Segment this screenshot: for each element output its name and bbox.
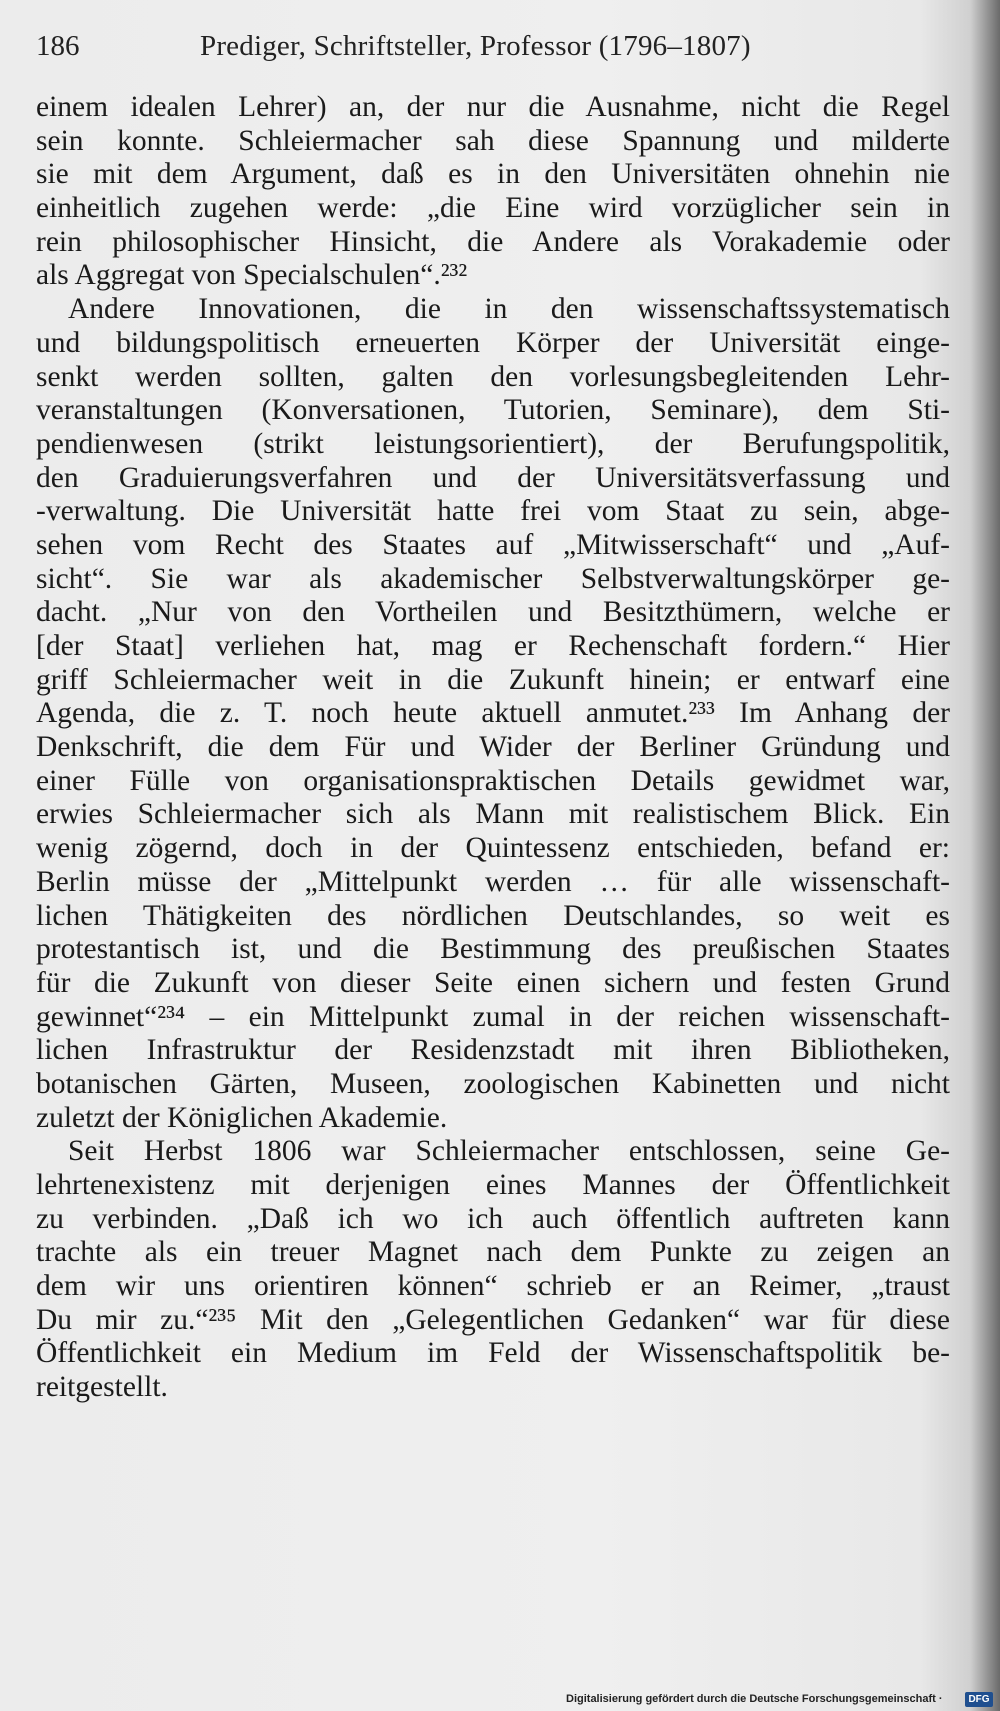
text-line: sie mit dem Argument, daß es in den Universitäten ohnehin nie xyxy=(36,158,950,191)
text-line: Berlin müsse der „Mittelpunkt werden … für alle wissenschaft- xyxy=(36,865,950,898)
text-line: und bildungspolitisch erneuerten Körper der Universität einge- xyxy=(36,326,950,359)
text-line: griff Schleiermacher weit in die Zukunft hinein; er entwarf eine xyxy=(36,663,950,696)
text-line: als Aggregat von Specialschulen“.²³² xyxy=(36,259,468,292)
text-line: sehen vom Recht des Staates auf „Mitwisserschaft“ und „Auf- xyxy=(36,528,950,561)
text-line: veranstaltungen (Konversationen, Tutorien, Seminare), dem Sti- xyxy=(36,394,950,427)
text-line: trachte als ein treuer Magnet nach dem Punkte zu zeigen an xyxy=(36,1236,950,1269)
text-line: dem wir uns orientiren können“ schrieb er an Reimer, „traust xyxy=(36,1270,950,1303)
text-line: einer Fülle von organisationspraktischen Details gewidmet war, xyxy=(36,764,950,797)
text-line: zuletzt der Königlichen Akademie. xyxy=(36,1101,448,1134)
text-line: -verwaltung. Die Universität hatte frei vom Staat zu sein, abge- xyxy=(36,495,950,528)
body-text xyxy=(36,91,950,1405)
text-line: Öffentlichkeit ein Medium im Feld der Wissenschaftspolitik be- xyxy=(36,1337,950,1370)
text-line: einem idealen Lehrer) an, der nur die Ausnahme, nicht die Regel xyxy=(36,91,950,123)
text-line: sein konnte. Schleiermacher sah diese Spannung und milderte xyxy=(36,124,950,157)
text-line: Agenda, die z. T. noch heute aktuell anmutet.²³³ Im Anhang der xyxy=(36,697,950,730)
paragraph xyxy=(36,91,950,293)
text-line: [der Staat] verliehen hat, mag er Rechenschaft fordern.“ Hier xyxy=(36,630,950,662)
text-line: Seit Herbst 1806 war Schleiermacher entschlossen, seine Ge- xyxy=(68,1135,950,1168)
text-line: gewinnet“²³⁴ – ein Mittelpunkt zumal in der reichen wissenschaft- xyxy=(36,1000,950,1033)
page-header xyxy=(36,26,866,66)
text-line: reitgestellt. xyxy=(36,1371,168,1404)
text-line: sicht“. Sie war als akademischer Selbstverwaltungskörper ge- xyxy=(36,562,950,595)
text-line: lehrtenexistenz mit derjenigen eines Mannes der Öffentlichkeit xyxy=(36,1169,950,1201)
text-line: Du mir zu.“²³⁵ Mit den „Gelegentlichen Gedanken“ war für diese xyxy=(36,1303,950,1336)
paragraph xyxy=(36,293,950,1135)
text-line: erwies Schleiermacher sich als Mann mit realistischem Blick. Ein xyxy=(36,798,950,831)
running-head: Prediger, Schriftsteller, Professor (1796–1807) xyxy=(200,30,751,62)
text-line: zu verbinden. „Daß ich wo ich auch öffentlich auftreten kann xyxy=(36,1202,950,1235)
text-line: botanischen Gärten, Museen, zoologischen Kabinetten und nicht xyxy=(36,1067,950,1100)
text-line: wenig zögernd, doch in der Quintessenz entschieden, befand er: xyxy=(36,832,950,865)
digitization-credit: Digitalisierung gefördert durch die Deutsche Forschungsgemeinschaft · xyxy=(566,1693,943,1705)
text-line: pendienwesen (strikt leistungsorientiert), der Berufungspolitik, xyxy=(36,427,950,460)
text-line: Denkschrift, die dem Für und Wider der Berliner Gründung und xyxy=(36,731,950,764)
dfg-logo: DFG xyxy=(965,1692,993,1707)
text-line: dacht. „Nur von den Vortheilen und Besitzthümern, welche er xyxy=(36,596,950,629)
text-line: einheitlich zugehen werde: „die Eine wird vorzüglicher sein in xyxy=(36,192,950,225)
text-line: Andere Innovationen, die in den wissenschaftssystematisch xyxy=(68,293,950,326)
text-line: protestantisch ist, und die Bestimmung des preußischen Staates xyxy=(36,933,950,966)
text-line: für die Zukunft von dieser Seite einen sichern und festen Grund xyxy=(36,966,950,999)
page-number: 186 xyxy=(36,30,80,62)
paragraph xyxy=(36,1135,950,1405)
text-line: den Graduierungsverfahren und der Universitätsverfassung und xyxy=(36,461,950,494)
text-line: rein philosophischer Hinsicht, die Andere als Vorakademie oder xyxy=(36,225,950,258)
text-line: senkt werden sollten, galten den vorlesungsbegleitenden Lehr- xyxy=(36,360,950,393)
text-line: lichen Thätigkeiten des nördlichen Deutschlandes, so weit es xyxy=(36,899,950,932)
text-line: lichen Infrastruktur der Residenzstadt mit ihren Bibliotheken, xyxy=(36,1034,950,1067)
